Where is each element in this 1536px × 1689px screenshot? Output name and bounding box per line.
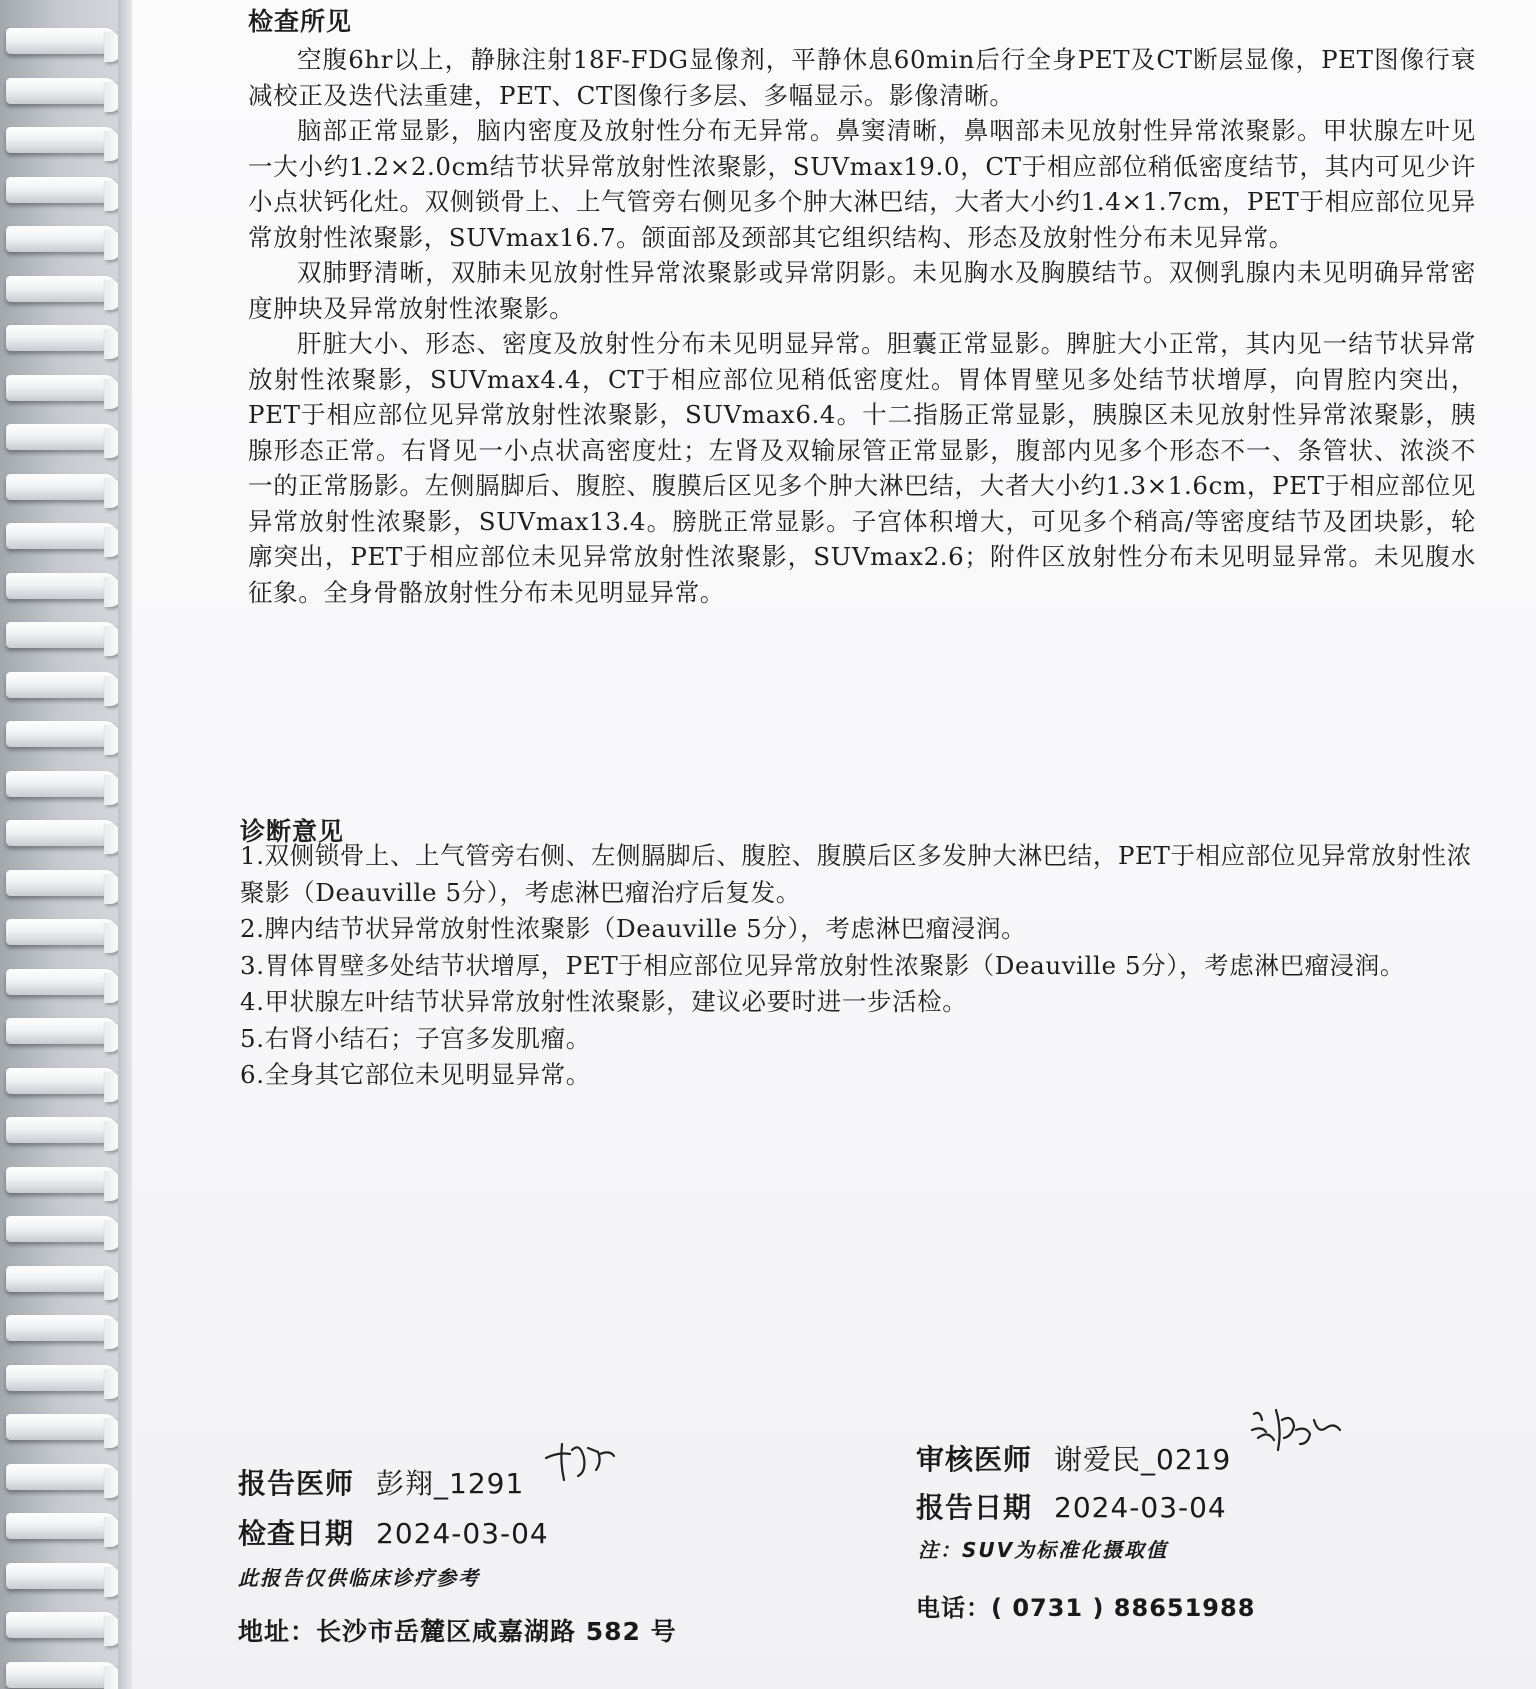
- findings-paragraph-chest: 双肺野清晰，双肺未见放射性异常浓聚影或异常阴影。未见胸水及胸膜结节。双侧乳腺内未见明确异常密度肿块及异常放射性浓聚影。: [248, 258, 1476, 323]
- findings-paragraph-abdomen: 肝脏大小、形态、密度及放射性分布未见明显异常。胆囊正常显影。脾脏大小正常，其内见一结节状异常放射性浓聚影，SUVmax4.4，CT于相应部位见稍低密度灶。胃体胃壁见多处结节状增厚，向胃腔内突出，PET于相应部位见异常放射性浓聚影，SUVmax6.4。十二指肠正常显影，胰腺区未见放射性异常浓聚影，胰腺形态正常。右肾见一小点状高密度灶；左肾及双输尿管正常显影，腹部内见多个形态不一、条管状、浓淡不一的正常肠影。左侧膈脚后、腹腔、腹膜后区见多个肿大淋巴结，大者大小约1.3×1.6cm，PET于相应部位见异常放射性浓聚影，SUVmax13.4。膀胱正常显影。子宫体积增大，可见多个稍高/等密度结节及团块影，轮廓突出，PET于相应部位未见异常放射性浓聚影，SUVmax2.6；附件区放射性分布未见明显异常。未见腹水征象。全身骨骼放射性分布未见明显异常。: [248, 329, 1476, 607]
- exam-date-row: [238, 1512, 549, 1552]
- findings-paragraph-head-neck: 脑部正常显影，脑内密度及放射性分布无异常。鼻窦清晰，鼻咽部未见放射性异常浓聚影。甲状腺左叶见一大小约1.2×2.0cm结节状异常放射性浓聚影，SUVmax19.0，CT于相应部位稍低密度结节，其内可见少许小点状钙化灶。双侧锁骨上、上气管旁右侧见多个肿大淋巴结，大者大小约1.4×1.7cm，PET于相应部位见异常放射性浓聚影，SUVmax16.7。颌面部及颈部其它组织结构、形态及放射性分布未见异常。: [248, 116, 1476, 252]
- report-doctor-name: 彭翔_1291: [376, 1467, 525, 1500]
- report-date-value: 2024-03-04: [1054, 1491, 1227, 1524]
- phone-row: [916, 1588, 1255, 1623]
- report-doctor-signature: [540, 1432, 620, 1492]
- report-date-label: 报告日期: [916, 1491, 1033, 1524]
- findings-heading: 检查所见: [248, 7, 353, 36]
- address-row: [238, 1612, 677, 1648]
- diagnosis-heading: 诊断意见: [240, 817, 345, 846]
- address-label: 地址：: [238, 1617, 317, 1646]
- suv-note: 注：SUV为标准化摄取值: [918, 1538, 1169, 1562]
- reviewer-signature: [1248, 1400, 1348, 1460]
- report-date-row: [916, 1486, 1227, 1526]
- report-doctor-row: [238, 1462, 524, 1502]
- reviewer-name: 谢爱民_0219: [1054, 1443, 1232, 1476]
- reviewer-label: 审核医师: [916, 1443, 1033, 1476]
- diagnosis-item: 6.全身其它部位未见明显异常。: [240, 1060, 591, 1089]
- address-value: 长沙市岳麓区咸嘉湖路 582 号: [316, 1617, 677, 1646]
- diagnosis-item: 5.右肾小结石；子宫多发肌瘤。: [240, 1023, 591, 1053]
- exam-date-label: 检查日期: [238, 1517, 355, 1550]
- diagnosis-item: 1.双侧锁骨上、上气管旁右侧、左侧膈脚后、腹腔、腹膜后区多发肿大淋巴结，PET于相应部位见异常放射性浓聚影（Deauville 5分），考虑淋巴瘤治疗后复发。: [240, 841, 1472, 907]
- disclaimer-text: 此报告仅供临床诊疗参考: [238, 1566, 480, 1590]
- diagnosis-item: 3.胃体胃壁多处结节状增厚，PET于相应部位见异常放射性浓聚影（Deauville 5分），考虑淋巴瘤浸润。: [240, 950, 1405, 980]
- diagnosis-item: 4.甲状腺左叶结节状异常放射性浓聚影，建议必要时进一步活检。: [240, 987, 968, 1016]
- report-doctor-label: 报告医师: [238, 1467, 355, 1500]
- reviewer-row: [916, 1438, 1231, 1478]
- phone-value: ( 0731 ) 88651988: [991, 1594, 1256, 1622]
- phone-label: 电话：: [916, 1594, 991, 1622]
- findings-paragraph-procedure: 空腹6hr以上，静脉注射18F-FDG显像剂，平静休息60min后行全身PET及CT断层显像，PET图像行衰减校正及迭代法重建，PET、CT图像行多层、多幅显示。影像清晰。: [248, 45, 1476, 110]
- exam-date-value: 2024-03-04: [376, 1517, 549, 1550]
- diagnosis-item: 2.脾内结节状异常放射性浓聚影（Deauville 5分），考虑淋巴瘤浸润。: [240, 914, 1027, 943]
